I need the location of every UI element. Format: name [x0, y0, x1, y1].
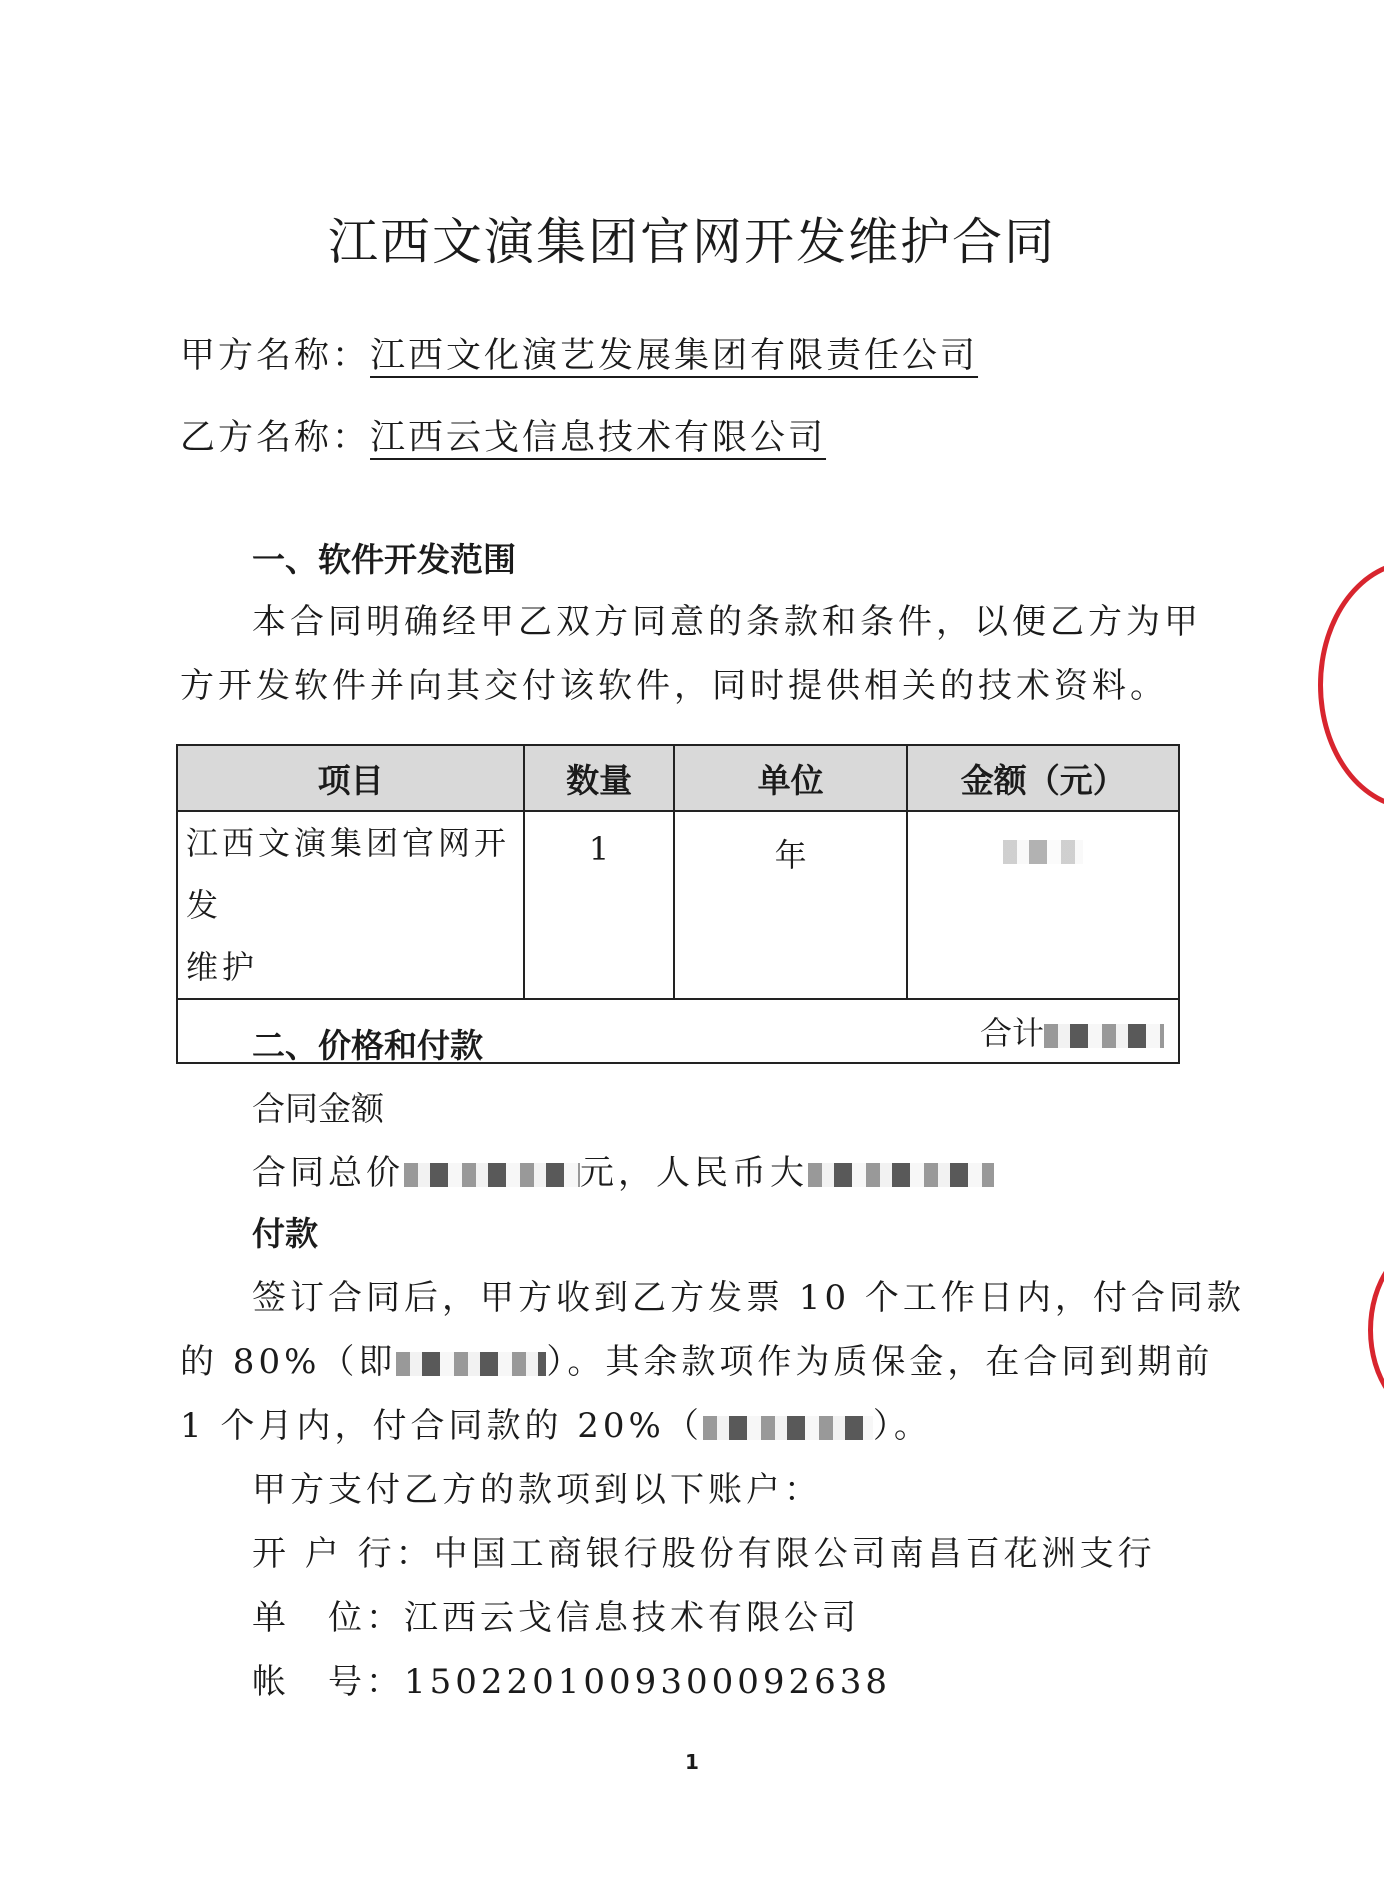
header-qty: 数量: [524, 745, 674, 811]
account-intro: 甲方支付乙方的款项到以下账户：: [252, 1470, 822, 1510]
party-a-label: 甲方名称：: [180, 336, 371, 376]
account-value: 1502201009300092638: [404, 1662, 892, 1702]
unit-line: [252, 1590, 860, 1639]
header-unit: 单位: [674, 745, 907, 811]
table-row: [177, 811, 1179, 999]
red-seal-stamp: [1318, 560, 1384, 810]
item-name-line1: 江西文演集团官网开发: [186, 824, 511, 924]
qty-cell: 1: [524, 811, 674, 999]
party-b-value: 江西云戈信息技术有限公司: [370, 418, 827, 458]
section1-line1: 本合同明确经甲乙双方同意的条款和条件，以便乙方为甲: [252, 602, 1202, 642]
item-name-cell: [177, 811, 524, 999]
document-title: 江西文演集团官网开发维护合同: [328, 213, 1056, 271]
party-b-label: 乙方名称：: [180, 418, 371, 458]
redacted-20-amount: [703, 1416, 873, 1440]
item-name-line2: 维护: [186, 948, 259, 986]
payment-line1: 签订合同后，甲方收到乙方发票 10 个工作日内，付合同款: [252, 1278, 1245, 1318]
amount-cell: [907, 811, 1179, 999]
amount-heading: 合同金额: [252, 1089, 384, 1128]
section1-heading: 一、软件开发范围: [252, 540, 516, 579]
bank-label: 开 户 行：: [252, 1534, 434, 1574]
header-amount: 金额（元）: [907, 745, 1179, 811]
redacted-total-price: [404, 1163, 580, 1187]
redacted-amount-words: [808, 1163, 994, 1187]
redacted-total: [1044, 1024, 1164, 1048]
header-item: 项目: [177, 745, 524, 811]
payment-line3-b: ）。: [872, 1406, 932, 1446]
table-header-row: [177, 745, 1179, 811]
unit-value: 江西云戈信息技术有限公司: [404, 1598, 860, 1638]
page-number: 1: [685, 1750, 699, 1774]
section1-line2: 方开发软件并向其交付该软件，同时提供相关的技术资料。: [180, 666, 1168, 706]
party-a-line: [180, 328, 978, 378]
payment-line3-a: 1 个月内，付合同款的 20%（: [180, 1406, 703, 1446]
items-table: [176, 744, 1180, 1064]
red-seal-stamp-partial: [1368, 1240, 1384, 1420]
redacted-amount: [1003, 840, 1083, 864]
payment-line2-b: ）。其余款项作为质保金，在合同到期前: [546, 1342, 1214, 1382]
total-label: 合计: [979, 1014, 1044, 1052]
party-b-line: [180, 410, 826, 460]
account-label: 帐 号：: [252, 1662, 404, 1702]
party-a-value: 江西文化演艺发展集团有限责任公司: [370, 336, 979, 376]
unit-cell: 年: [674, 811, 907, 999]
unit-label: 单 位：: [252, 1598, 404, 1638]
redacted-80-amount: [396, 1352, 546, 1376]
payment-heading: 付款: [252, 1214, 318, 1253]
section2-heading: 二、价格和付款: [252, 1026, 483, 1065]
payment-line2-a: 的 80%（即: [180, 1342, 397, 1382]
account-line: [252, 1654, 891, 1703]
bank-value: 中国工商银行股份有限公司南昌百花洲支行: [433, 1534, 1156, 1574]
amount-line: [252, 1145, 994, 1194]
payment-line2: [180, 1334, 1213, 1383]
bank-line: [252, 1526, 1156, 1575]
amount-mid: 元，人民币大: [580, 1153, 808, 1193]
payment-line3: [180, 1398, 932, 1447]
amount-prefix: 合同总价: [252, 1153, 404, 1193]
